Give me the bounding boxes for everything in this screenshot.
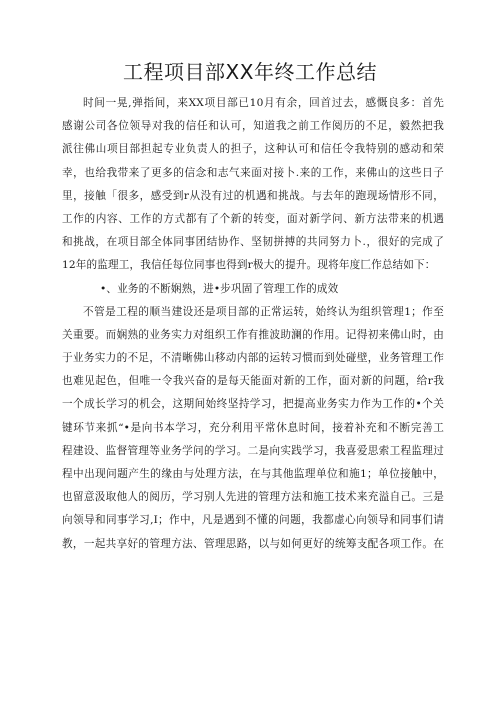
body-line: 12年的监理工，我信任每位同事也得到r极大的提升。现将年度匚作总结如下： xyxy=(62,259,436,272)
body-line: 也难见起色，但唯一令我兴奋的是每天能面对新的工作，面对新的问题，给r我 xyxy=(62,375,444,388)
body-line: 关重要。而娴熟的业务实力对组织工作有推波助澜的作用。记得初来佛山时，由 xyxy=(62,328,444,341)
body-line: 幸，也给我带来了更多的信念和志气来面对接卜.来的工作，来佛山的这些日子 xyxy=(62,166,444,179)
body-line: 教，一起共享好的管理方法、管理思路，以与如何更好的统筹支配各项工作。在 xyxy=(62,537,444,550)
body-line: 工作的内容、工作的方式都有了个新的转变，面对新学问、新方法带来的机遇 xyxy=(62,212,444,225)
body-line: 程建设、监督管理等业务学问的学习。二是向实践学习，我喜爱思索工程监理过 xyxy=(62,444,444,457)
body-line: 时间一晃,弹指间，来XX项目部已10月有余，回首过去，感慨良多：首先 xyxy=(83,97,444,109)
body-line: 程中出现问题产生的缘由与处理方法，在与其他监理单位和施1；单位接触中， xyxy=(62,468,444,480)
body-line: 派往佛山项目部担起专业负责人的担子，这种认可和信任令我特别的感动和荣 xyxy=(62,143,444,156)
document-title: 工程项目部XX年终工作总结 xyxy=(123,60,377,84)
body-line: 里，接触「很多，感受到r从没有过的机遇和挑战。与去年的跑现场情形不同， xyxy=(62,189,444,202)
body-line: 不管是工程的顺当建设还是项目部的正常运转，始终认为组织管理1；作至 xyxy=(83,305,444,318)
body-line: 也留意汲取他人的阅历，学习别人先进的管理方法和施工技术来充溢自己。三是 xyxy=(62,491,444,504)
body-line: 一个成长学习的机会，这期间始终坚持学习，把提高业务实力作为工作的•个关 xyxy=(62,398,444,411)
body-line: 于业务实力的不足，不清晰佛山移动内部的运转习惯而到处碰壁，业务管理工作 xyxy=(62,352,444,365)
body-line: 向领导和同事学习,I；作中，凡是遇到不懂的问题，我都虚心向领导和同事们请 xyxy=(62,514,444,527)
document-body xyxy=(62,92,444,556)
section-heading: •、业务的不断娴熟，进•步巩固了管理工作的成效 xyxy=(100,282,339,295)
body-line: 键环节来抓“•是向书本学习，充分利用平常休息时间，接着补充和不断完善工 xyxy=(62,421,444,434)
body-line: 和挑战，在项目部全体同事团结协作、坚韧拼搏的共同努力卜.，很好的完成了 xyxy=(62,236,444,249)
body-line: 感谢公司各位领导对我的信任和认可，知道我之前工作阅历的不足，毅然把我 xyxy=(62,120,444,133)
